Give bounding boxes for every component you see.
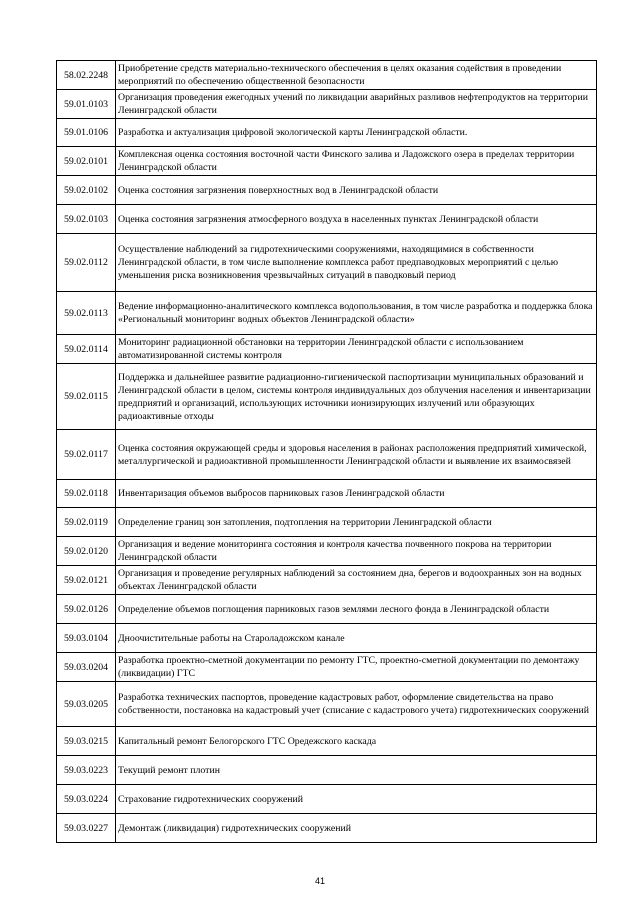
item-code: 59.01.0103 <box>57 90 116 119</box>
table-row <box>57 624 597 653</box>
item-code: 59.02.0101 <box>57 147 116 176</box>
item-description: Осуществление наблюдений за гидротехническими сооружениями, находящимися в собственности Ленинградской области, в том числе выполнение комплекса работ предпаводковых мероприятий с целью уменьшения риска возникновения чрезвычайных ситуаций в паводковый период <box>116 234 597 292</box>
item-code: 59.02.0118 <box>57 480 116 508</box>
table-row <box>57 480 597 508</box>
item-code: 59.03.0215 <box>57 727 116 756</box>
table-row <box>57 595 597 624</box>
item-code: 59.03.0224 <box>57 785 116 814</box>
table-row <box>57 292 597 335</box>
item-code: 59.01.0106 <box>57 119 116 147</box>
item-code: 59.02.0121 <box>57 566 116 595</box>
table-row <box>57 508 597 537</box>
item-description: Организация и проведение регулярных наблюдений за состоянием дна, берегов и водоохранных зон на водных объектах Ленинградской области <box>116 566 597 595</box>
item-code: 59.02.0112 <box>57 234 116 292</box>
item-code: 58.02.2248 <box>57 61 116 90</box>
table-row <box>57 147 597 176</box>
item-description: Оценка состояния окружающей среды и здоровья населения в районах расположения предприятий химической, металлургической и радиоактивной промышленности Ленинградской области и выявление их взаимосвязей <box>116 430 597 480</box>
item-code: 59.02.0102 <box>57 176 116 205</box>
item-code: 59.02.0115 <box>57 364 116 430</box>
item-description: Организация и ведение мониторинга состояния и контроля качества почвенного покрова на территории Ленинградской области <box>116 537 597 566</box>
item-description: Капитальный ремонт Белогорского ГТС Оредежского каскада <box>116 727 597 756</box>
item-description: Разработка проектно-сметной документации по ремонту ГТС, проектно-сметной документации по демонтажу (ликвидации) ГТС <box>116 653 597 682</box>
item-description: Оценка состояния загрязнения поверхностных вод в Ленинградской области <box>116 176 597 205</box>
table-row <box>57 727 597 756</box>
item-description: Комплексная оценка состояния восточной части Финского залива и Ладожского озера в пределах территории Ленинградской области <box>116 147 597 176</box>
table-row <box>57 682 597 727</box>
item-description: Поддержка и дальнейшее развитие радиационно-гигиенической паспортизации муниципальных образований и Ленинградской области в целом, системы контроля индивидуальных доз облучения населения и инвентаризации предприятий и организаций, использующих источники ионизирующих излучений или образующих радиоактивные отходы <box>116 364 597 430</box>
item-code: 59.02.0113 <box>57 292 116 335</box>
item-code: 59.02.0120 <box>57 537 116 566</box>
item-code: 59.02.0119 <box>57 508 116 537</box>
table-row <box>57 566 597 595</box>
table-row <box>57 756 597 785</box>
item-description: Мониторинг радиационной обстановки на территории Ленинградской области с использованием автоматизированной системы контроля <box>116 335 597 364</box>
table-row <box>57 119 597 147</box>
item-description: Приобретение средств материально-технического обеспечения в целях оказания содействия в проведении мероприятий по обеспечению общественной безопасности <box>116 61 597 90</box>
table-row <box>57 364 597 430</box>
item-code: 59.02.0126 <box>57 595 116 624</box>
table-row <box>57 537 597 566</box>
item-description: Страхование гидротехнических сооружений <box>116 785 597 814</box>
table-row <box>57 814 597 843</box>
item-description: Текущий ремонт плотин <box>116 756 597 785</box>
item-code: 59.02.0117 <box>57 430 116 480</box>
item-code: 59.03.0205 <box>57 682 116 727</box>
item-code: 59.03.0204 <box>57 653 116 682</box>
table-row <box>57 234 597 292</box>
table-row <box>57 176 597 205</box>
item-description: Дноочистительные работы на Староладожском канале <box>116 624 597 653</box>
budget-items-table <box>56 60 597 843</box>
item-description: Организация проведения ежегодных учений по ликвидации аварийных разливов нефтепродуктов на территории Ленинградской области <box>116 90 597 119</box>
table-row <box>57 205 597 234</box>
item-description: Демонтаж (ликвидация) гидротехнических сооружений <box>116 814 597 843</box>
item-description: Инвентаризация объемов выбросов парниковых газов Ленинградской области <box>116 480 597 508</box>
page-number: 41 <box>314 876 325 886</box>
table-row <box>57 785 597 814</box>
item-description: Оценка состояния загрязнения атмосферного воздуха в населенных пунктах Ленинградской области <box>116 205 597 234</box>
item-description: Разработка технических паспортов, проведение кадастровых работ, оформление свидетельства на право собственности, постановка на кадастровый учет (списание с кадастрового учета) гидротехнических сооружений <box>116 682 597 727</box>
table-row <box>57 61 597 90</box>
item-code: 59.03.0227 <box>57 814 116 843</box>
item-code: 59.02.0103 <box>57 205 116 234</box>
table-row <box>57 335 597 364</box>
item-code: 59.03.0223 <box>57 756 116 785</box>
item-description: Разработка и актуализация цифровой экологической карты Ленинградской области. <box>116 119 597 147</box>
item-code: 59.03.0104 <box>57 624 116 653</box>
table-row <box>57 90 597 119</box>
table-row <box>57 653 597 682</box>
table-row <box>57 430 597 480</box>
item-description: Определение объемов поглощения парниковых газов землями лесного фонда в Ленинградской области <box>116 595 597 624</box>
item-description: Ведение информационно-аналитического комплекса водопользования, в том числе разработка и поддержка блока «Региональный мониторинг водных объектов Ленинградской области» <box>116 292 597 335</box>
item-code: 59.02.0114 <box>57 335 116 364</box>
item-description: Определение границ зон затопления, подтопления на территории Ленинградской области <box>116 508 597 537</box>
